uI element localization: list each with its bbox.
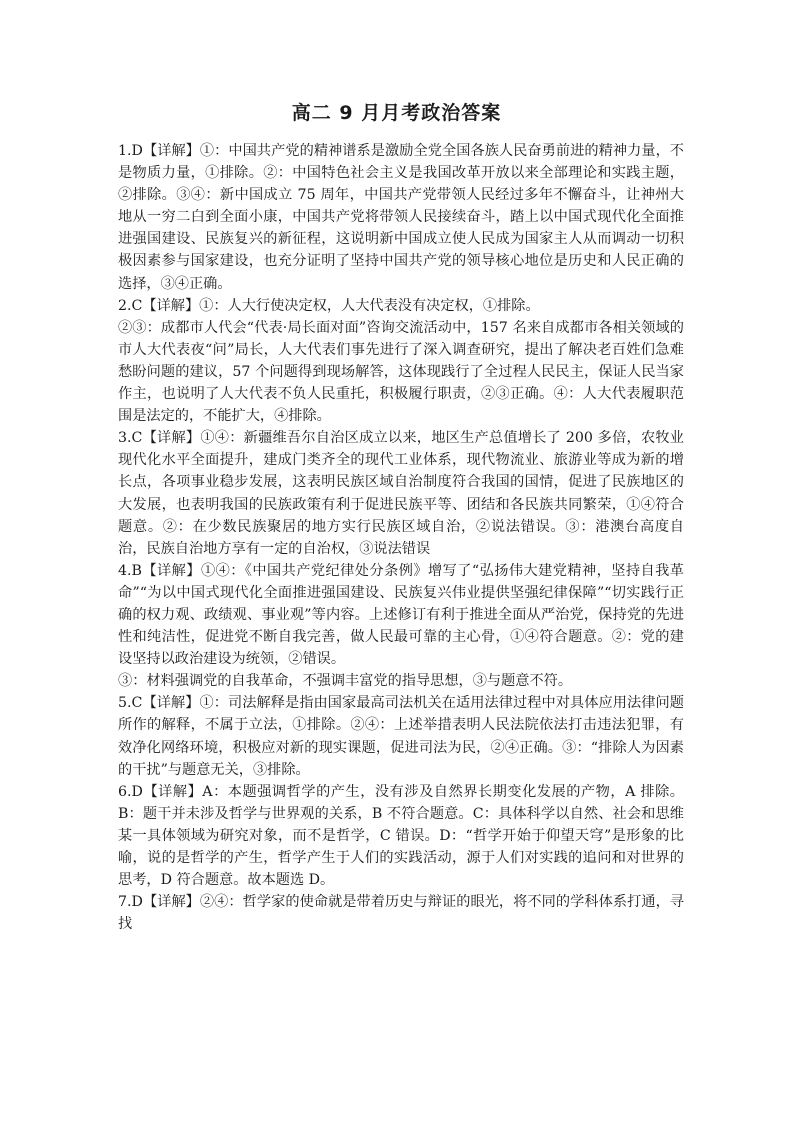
answer-1-paragraph: 1.D【详解】①：中国共产党的精神谱系是激励全党全国各族人民奋勇前进的精神力量，不是物质力量，①排除。②：中国特色社会主义是我国改革开放以来全部理论和实践主题，②排除。③④：新中国成立 75 周年，中国共产党带领人民经过多年不懈奋斗，让神州大地从一穷二白到全面小康，中国共产党将带领人民接续奋斗，踏上以中国式现代化全面推进强国建设、民族复兴的新征程，这说明新中国成立使人民成为国家主人从而调动一切积极因素参与国家建设，也充分证明了坚持中国共产党的领导核心地位是历史和人民正确的选择，③④正确。: [118, 143, 684, 292]
answer-2-paragraph: 2.C【详解】①：人大行使决定权，人大代表没有决定权，①排除。: [118, 297, 540, 314]
answer-content: [118, 140, 684, 935]
answer-4-paragraph: 4.B【详解】①④：《中国共产党纪律处分条例》增写了“弘扬伟大建党精神，坚持自我革命”“为以中国式现代化全面推进强国建设、民族复兴伟业提供坚强纪律保障”“切实践行正确的权力观、政绩观、事业观”等内容。上述修订有利于推进全面从严治党，保持党的先进性和纯洁性，促进党不断自我完善，做人民最可靠的主心骨，①④符合题意。②：党的建设坚持以政治建设为统领，②错误。: [118, 562, 684, 668]
answer-2-continued-paragraph: ②③：成都市人代会“代表·局长面对面”咨询交流活动中，157 名来自成都市各相关领域的市人大代表夜“问”局长，人大代表们事先进行了深入调查研究，提出了解决老百姓们急难愁盼问题的建议，57 个问题得到现场解答，这体现践行了全过程人民民主，保证人民当家作主，也说明了人大代表不负人民重托，积极履行职责，②③正确。④：人大代表履职范围是法定的，不能扩大，④排除。: [118, 319, 684, 425]
answer-4-continued-paragraph: ③：材料强调党的自我革命，不强调丰富党的指导思想，③与题意不符。: [118, 673, 573, 690]
answer-6-paragraph: 6.D【详解】A：本题强调哲学的产生，没有涉及自然界长期变化发展的产物，A 排除。B：题干并未涉及哲学与世界观的关系，B 不符合题意。C：具体科学以自然、社会和思维某一具体领域为研究对象，而不是哲学，C 错误。D：“哲学开始于仰望天穹”是形象的比喻，说的是哲学的产生，哲学产生于人们的实践活动，源于人们对实践的追问和对世界的思考，D 符合题意。故本题选 D。: [118, 783, 684, 889]
page-title: 高二 9 月月考政治答案: [291, 102, 502, 124]
answer-3-paragraph: 3.C【详解】①④：新疆维吾尔自治区成立以来，地区生产总值增长了 200 多倍，农牧业现代化水平全面提升，建成门类齐全的现代工业体系，现代物流业、旅游业等成为新的增长点，各项事业稳步发展，这表明民族区域自治制度符合我国的国情，促进了民族地区的大发展，也表明我国的民族政策有利于促进民族平等、团结和各民族共同繁荣，①④符合题意。②：在少数民族聚居的地方实行民族区域自治，②说法错误。③：港澳台高度自治，民族自治地方享有一定的自治权，③说法错误: [118, 430, 684, 557]
answer-5-paragraph: 5.C【详解】①：司法解释是指由国家最高司法机关在适用法律过程中对具体应用法律问题所作的解释，不属于立法，①排除。②④：上述举措表明人民法院依法打击违法犯罪，有效净化网络环境，积极应对新的现实课题，促进司法为民，②④正确。③：“排除人为因素的干扰”与题意无关，③排除。: [118, 695, 684, 778]
answer-7-paragraph: 7.D【详解】②④：哲学家的使命就是带着历史与辩证的眼光，将不同的学科体系打通，寻找: [118, 894, 684, 933]
